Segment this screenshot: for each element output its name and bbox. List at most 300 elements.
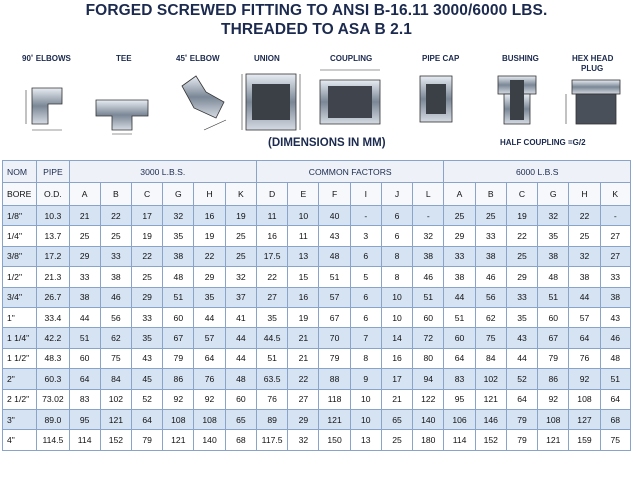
dimension-cell: 92 [538,389,569,409]
dimension-cell: 32 [225,267,256,287]
dimension-cell: 8 [350,348,381,368]
dimension-cell: 44 [506,348,537,368]
nom-bore-cell: 1 1/2" [3,348,37,368]
dimension-cell: 10 [381,307,412,327]
pipe-od-cell: 42.2 [37,328,69,348]
dimension-cell: 14 [381,328,412,348]
pipe-cap-icon [414,64,458,134]
dimension-cell: 51 [257,348,288,368]
dimension-cell: 25 [506,246,537,266]
label-union: UNION [254,54,280,63]
dimension-cell: 67 [319,307,350,327]
dimension-cell: 46 [475,267,506,287]
dimension-cell: 44 [194,307,225,327]
column-header: K [600,183,630,206]
dimension-cell: 29 [131,287,162,307]
column-header: O.D. [37,183,69,206]
dimension-cell: 6 [350,246,381,266]
dimension-cell: 17 [381,369,412,389]
dimension-cell: 8 [381,246,412,266]
dimension-cell: 21 [69,206,100,226]
dimension-cell: 64 [600,389,630,409]
dimension-cell: 146 [475,409,506,429]
nom-bore-cell: 1" [3,307,37,327]
nom-bore-cell: 1 1/4" [3,328,37,348]
header-6000-lbs: 6000 L.B.S [444,161,631,183]
dimension-cell: 19 [288,307,319,327]
column-header: C [131,183,162,206]
column-header: B [100,183,131,206]
dimension-cell: 6 [350,307,381,327]
dimension-cell: 60 [444,328,475,348]
dimension-cell: 46 [413,267,444,287]
table-row [3,348,631,368]
nom-bore-cell: 1/2" [3,267,37,287]
dimension-cell: 32 [413,226,444,246]
dimension-cell: 75 [100,348,131,368]
dimension-cell: 38 [100,267,131,287]
dimension-cell: 33 [444,246,475,266]
union-icon [238,64,304,138]
dimension-cell: 48 [600,348,630,368]
dimension-cell: 60 [69,348,100,368]
dimension-cell: 25 [69,226,100,246]
pipe-od-cell: 73.02 [37,389,69,409]
dimension-cell: 92 [569,369,600,389]
dimension-cell: - [350,206,381,226]
dimension-cell: 17 [131,206,162,226]
column-header: H [194,183,225,206]
column-header: L [413,183,444,206]
dimension-cell: 140 [194,430,225,450]
dimension-cell: 7 [350,328,381,348]
dimension-cell: 122 [413,389,444,409]
dimension-cell: 11 [288,226,319,246]
dimension-cell: 121 [475,389,506,409]
dimension-cell: 118 [319,389,350,409]
dimension-cell: 21 [288,328,319,348]
dimension-cell: 19 [506,206,537,226]
dimension-cell: 33 [69,267,100,287]
dimension-cell: 44 [444,287,475,307]
dimension-cell: 29 [506,267,537,287]
dimension-cell: 92 [163,389,194,409]
dimension-cell: 40 [319,206,350,226]
dimension-cell: 79 [131,430,162,450]
table-row [3,226,631,246]
dimension-cell: 108 [163,409,194,429]
dimension-cell: 56 [100,307,131,327]
dimension-cell: 106 [444,409,475,429]
elbow-90-icon [18,78,74,138]
dimension-cell: 22 [288,369,319,389]
dimension-cell: 51 [444,307,475,327]
pipe-od-cell: 21.3 [37,267,69,287]
dimension-cell: 102 [475,369,506,389]
dimension-cell: 27 [600,226,630,246]
dimension-cell: 15 [288,267,319,287]
nom-bore-cell: 4" [3,430,37,450]
dimension-cell: 62 [100,328,131,348]
dimension-cell: 11 [257,206,288,226]
dimension-cell: 13 [288,246,319,266]
dimension-cell: 75 [475,328,506,348]
dimension-cell: 22 [194,246,225,266]
dimension-cell: 76 [569,348,600,368]
dimension-cell: 48 [319,246,350,266]
nom-bore-cell: 2" [3,369,37,389]
coupling-icon [314,64,386,134]
dimension-cell: 25 [225,226,256,246]
dimension-cell: 35 [163,226,194,246]
dimension-cell: 102 [100,389,131,409]
dimension-cell: 25 [131,267,162,287]
dimension-cell: 16 [194,206,225,226]
dimension-cell: 16 [288,287,319,307]
column-header: H [569,183,600,206]
dimension-cell: 35 [194,287,225,307]
page-title: FORGED SCREWED FITTING TO ANSI B-16.11 3000/6000 LBS. [85,2,548,19]
dimension-cell: 22 [100,206,131,226]
pipe-od-cell: 26.7 [37,287,69,307]
dimension-cell: 83 [444,369,475,389]
dimension-cell: 48 [538,267,569,287]
nom-bore-cell: 2 1/2" [3,389,37,409]
dimension-cell: 79 [506,409,537,429]
header-common-factors: COMMON FACTORS [257,161,444,183]
label-45-elbow: 45˚ ELBOW [176,54,220,63]
dimension-cell: 27 [288,389,319,409]
dimension-cell: 35 [131,328,162,348]
label-bushing: BUSHING [502,54,539,63]
dimension-cell: 121 [538,430,569,450]
dimension-cell: 38 [444,267,475,287]
dimension-cell: - [413,206,444,226]
dimension-cell: 48 [163,267,194,287]
dimension-cell: 19 [131,226,162,246]
tee-icon [92,88,152,138]
dimension-cell: 57 [319,287,350,307]
dimension-cell: 6 [350,287,381,307]
dimension-cell: 108 [194,409,225,429]
dimension-cell: 62 [475,307,506,327]
dimension-cell: 10 [350,409,381,429]
dimension-cell: 121 [100,409,131,429]
dimension-cell: 9 [350,369,381,389]
dimension-cell: 17.5 [257,246,288,266]
dimension-cell: 45 [131,369,162,389]
dimension-cell: 52 [506,369,537,389]
dimension-cell: 44 [225,348,256,368]
dimension-cell: 10 [381,287,412,307]
table-row [3,307,631,327]
dimension-cell: 108 [538,409,569,429]
label-coupling: COUPLING [330,54,373,63]
dimension-cell: 127 [569,409,600,429]
dimension-cell: 33 [131,307,162,327]
dimension-cell: 52 [131,389,162,409]
dimension-cell: 60 [413,307,444,327]
dimension-cell: 38 [413,246,444,266]
dimension-cell: 29 [288,409,319,429]
dimension-cell: 84 [475,348,506,368]
dimension-cell: 21 [381,389,412,409]
dimension-cell: 152 [100,430,131,450]
dimension-cell: 67 [538,328,569,348]
column-header: B [475,183,506,206]
dimension-cell: 43 [506,328,537,348]
dimension-cell: 27 [600,246,630,266]
dimension-cell: 121 [319,409,350,429]
dimension-cell: 56 [475,287,506,307]
table-row [3,206,631,226]
dimension-cell: 79 [163,348,194,368]
dimension-cell: 22 [506,226,537,246]
dimension-cell: 64 [444,348,475,368]
dimension-cell: 83 [69,389,100,409]
dimension-cell: 60 [163,307,194,327]
dimension-cell: 6 [381,206,412,226]
dimension-cell: 38 [538,246,569,266]
dimension-cell: 16 [381,348,412,368]
column-header: K [225,183,256,206]
dimension-cell: 22 [131,246,162,266]
dimension-cell: 22 [569,206,600,226]
header-3000-lbs: 3000 L.B.S. [69,161,256,183]
dimension-cell: 38 [569,267,600,287]
half-coupling-note: HALF COUPLING =G/2 [500,138,586,147]
dimension-cell: 121 [163,430,194,450]
pipe-od-cell: 114.5 [37,430,69,450]
table-row [3,369,631,389]
dimension-cell: 60 [538,307,569,327]
dimension-cell: 25 [381,430,412,450]
dimension-cell: 51 [538,287,569,307]
dimension-cell: 27 [257,287,288,307]
column-header: J [381,183,412,206]
nom-bore-cell: 1/8" [3,206,37,226]
dimension-cell: 21 [288,348,319,368]
column-header: F [319,183,350,206]
dimension-cell: 29 [69,246,100,266]
column-header: D [257,183,288,206]
dimension-cell: 114 [69,430,100,450]
dimension-cell: 64 [131,409,162,429]
bushing-icon [486,66,548,134]
hex-head-plug-icon [560,72,630,134]
dimension-cell: 46 [100,287,131,307]
dimension-cell: 68 [600,409,630,429]
dimension-cell: 95 [69,409,100,429]
header-nom: NOM [3,161,37,183]
dimension-cell: 25 [444,206,475,226]
dimension-cell: 72 [413,328,444,348]
dimension-cell: 65 [225,409,256,429]
header-pipe: PIPE [37,161,69,183]
dimension-cell: 79 [319,348,350,368]
dimension-cell: 94 [413,369,444,389]
dimension-cell: 19 [225,206,256,226]
dimension-cell: 25 [569,226,600,246]
nom-bore-cell: 3/4" [3,287,37,307]
dimension-cell: 95 [444,389,475,409]
dimension-cell: 57 [569,307,600,327]
dimension-cell: 43 [131,348,162,368]
dimension-cell: 140 [413,409,444,429]
dimension-cell: 8 [381,267,412,287]
dimension-cell: 41 [225,307,256,327]
table-row [3,389,631,409]
dimension-cell: 64 [194,348,225,368]
dimension-cell: 33 [475,226,506,246]
dimension-cell: 64 [569,328,600,348]
dimension-cell: 86 [163,369,194,389]
dimension-cell: 89 [257,409,288,429]
dimension-cell: 37 [225,287,256,307]
dimension-cell: 159 [569,430,600,450]
dimension-cell: 86 [538,369,569,389]
dimension-cell: 117.5 [257,430,288,450]
dimension-cell: 3 [350,226,381,246]
dimension-cell: 29 [444,226,475,246]
dimension-cell: 180 [413,430,444,450]
dimension-cell: 38 [163,246,194,266]
dimension-cell: 5 [350,267,381,287]
dimension-cell: 32 [538,206,569,226]
dimension-cell: 48 [225,369,256,389]
elbow-45-icon [174,66,230,138]
dimension-cell: 75 [600,430,630,450]
dimension-cell: 65 [381,409,412,429]
dimension-cell: 32 [163,206,194,226]
nom-bore-cell: 3/8" [3,246,37,266]
dimension-cell: 84 [100,369,131,389]
pipe-od-cell: 13.7 [37,226,69,246]
dimension-cell: 51 [319,267,350,287]
dimension-cell: 63.5 [257,369,288,389]
column-header: G [538,183,569,206]
dimension-cell: 92 [194,389,225,409]
pipe-od-cell: 10.3 [37,206,69,226]
dimension-cell: 51 [163,287,194,307]
label-90-elbows: 90˚ ELBOWS [22,54,71,63]
dimension-cell: 44 [225,328,256,348]
nom-bore-cell: 3" [3,409,37,429]
label-hex-head: HEX HEAD [572,54,614,63]
dimension-cell: 35 [538,226,569,246]
column-header: E [288,183,319,206]
label-tee: TEE [116,54,132,63]
dimension-cell: 19 [194,226,225,246]
label-pipe-cap: PIPE CAP [422,54,460,63]
dimensions-note: (DIMENSIONS IN MM) [268,137,386,149]
dimension-cell: 16 [257,226,288,246]
dimension-cell: 35 [257,307,288,327]
dimension-cell: 33 [600,267,630,287]
column-header: G [163,183,194,206]
dimension-cell: 10 [288,206,319,226]
dimension-cell: 33 [506,287,537,307]
column-header: A [444,183,475,206]
table-row [3,328,631,348]
dimension-cell: 60 [225,389,256,409]
dimension-cell: 44 [569,287,600,307]
pipe-od-cell: 89.0 [37,409,69,429]
dimension-cell: 22 [257,267,288,287]
dimension-cell: 29 [194,267,225,287]
dimension-cell: 43 [319,226,350,246]
page-subtitle: THREADED TO ASA B 2.1 [221,21,412,38]
dimension-cell: 76 [257,389,288,409]
table-row [3,409,631,429]
table-row [3,287,631,307]
column-header: BORE [3,183,37,206]
dimension-cell: 13 [350,430,381,450]
dimension-cell: - [600,206,630,226]
table-row [3,267,631,287]
dimension-cell: 44 [69,307,100,327]
dimension-cell: 10 [350,389,381,409]
column-header: I [350,183,381,206]
dimension-cell: 150 [319,430,350,450]
dimension-cell: 51 [600,369,630,389]
dimension-cell: 25 [100,226,131,246]
dimension-cell: 32 [288,430,319,450]
dimension-cell: 79 [538,348,569,368]
dimension-cell: 64 [69,369,100,389]
dimension-cell: 33 [100,246,131,266]
table-row [3,430,631,450]
pipe-od-cell: 48.3 [37,348,69,368]
dimension-cell: 25 [475,206,506,226]
dimension-cell: 80 [413,348,444,368]
dimension-cell: 38 [600,287,630,307]
dimension-cell: 44.5 [257,328,288,348]
dimension-cell: 43 [600,307,630,327]
pipe-od-cell: 17.2 [37,246,69,266]
dimension-cell: 88 [319,369,350,389]
column-header: A [69,183,100,206]
dimension-cell: 70 [319,328,350,348]
label-plug: PLUG [581,64,604,73]
dimension-cell: 108 [569,389,600,409]
dimension-cell: 38 [69,287,100,307]
dimension-cell: 76 [194,369,225,389]
dimension-cell: 35 [506,307,537,327]
dimension-cell: 46 [600,328,630,348]
dimension-cell: 152 [475,430,506,450]
nom-bore-cell: 1/4" [3,226,37,246]
dimension-cell: 25 [225,246,256,266]
pipe-od-cell: 33.4 [37,307,69,327]
column-header-row [3,183,631,206]
dimension-cell: 114 [444,430,475,450]
dimension-cell: 64 [506,389,537,409]
dimension-cell: 67 [163,328,194,348]
dimension-cell: 57 [194,328,225,348]
dimension-cell: 6 [381,226,412,246]
dimensions-table [2,160,631,451]
table-row [3,246,631,266]
column-header: C [506,183,537,206]
dimension-cell: 68 [225,430,256,450]
dimension-cell: 51 [69,328,100,348]
pipe-od-cell: 60.3 [37,369,69,389]
dimension-cell: 79 [506,430,537,450]
dimension-cell: 38 [475,246,506,266]
dimension-cell: 32 [569,246,600,266]
dimension-cell: 51 [413,287,444,307]
